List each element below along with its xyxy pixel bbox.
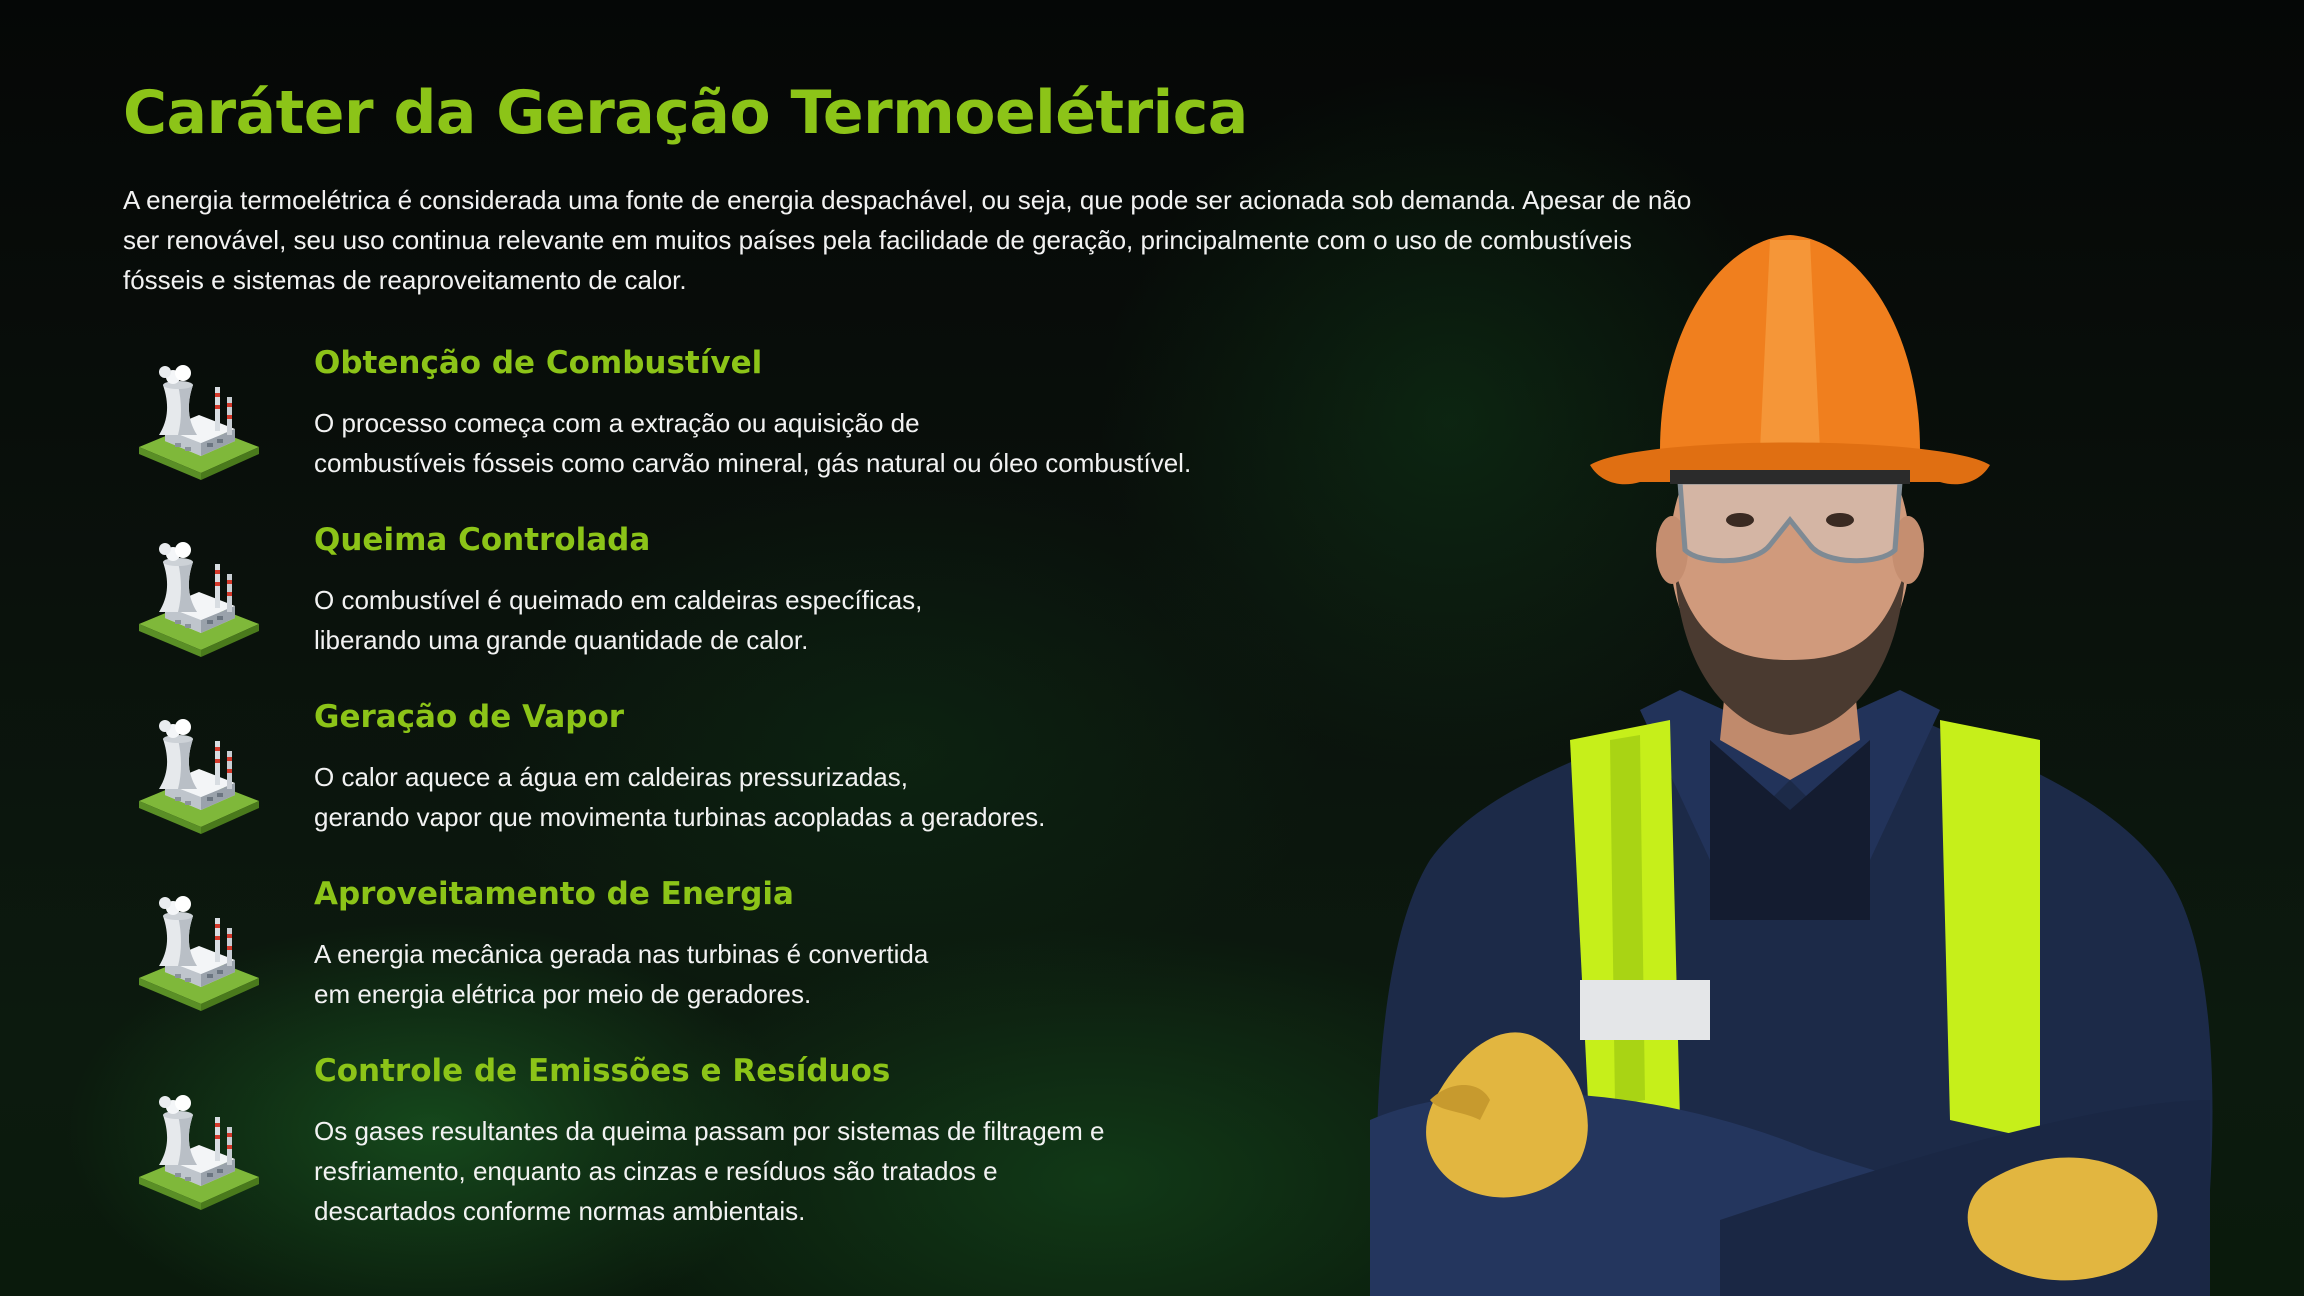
- step-description: Os gases resultantes da queima passam por sistemas de filtragem e resfriamento, enquanto as cinzas e resíduos são tratados e descartados conforme normas ambientais.: [314, 1116, 1105, 1226]
- step-description: O calor aquece a água em caldeiras pressurizadas, gerando vapor que movimenta turbinas acopladas a geradores.: [314, 762, 1046, 832]
- power-plant-icon: [135, 540, 265, 670]
- worker-illustration: [1340, 220, 2240, 1296]
- power-plant-icon: [135, 1093, 265, 1223]
- step-description: O combustível é queimado em caldeiras específicas, liberando uma grande quantidade de calor.: [314, 585, 923, 655]
- page-title: Caráter da Geração Termoelétrica: [123, 78, 1248, 148]
- step-title: Aproveitamento de Energia: [314, 876, 794, 912]
- intro-paragraph: A energia termoelétrica é considerada uma fonte de energia despachável, ou seja, que pode ser acionada sob demanda. Apesar de não ser renovável, seu uso continua relevante em muitos países pela facilidade de geração, principalmente com o uso de combustíveis fósseis e sistemas de reaproveitamento de calor.: [123, 185, 1692, 295]
- step-title: Queima Controlada: [314, 522, 651, 558]
- step-title: Obtenção de Combustível: [314, 345, 763, 381]
- power-plant-icon: [135, 894, 265, 1024]
- power-plant-icon: [135, 717, 265, 847]
- step-description: A energia mecânica gerada nas turbinas é convertida em energia elétrica por meio de geradores.: [314, 939, 929, 1009]
- power-plant-icon: [135, 363, 265, 493]
- step-description: O processo começa com a extração ou aquisição de combustíveis fósseis como carvão mineral, gás natural ou óleo combustível.: [314, 408, 1192, 478]
- step-title: Geração de Vapor: [314, 699, 625, 735]
- step-title: Controle de Emissões e Resíduos: [314, 1053, 891, 1089]
